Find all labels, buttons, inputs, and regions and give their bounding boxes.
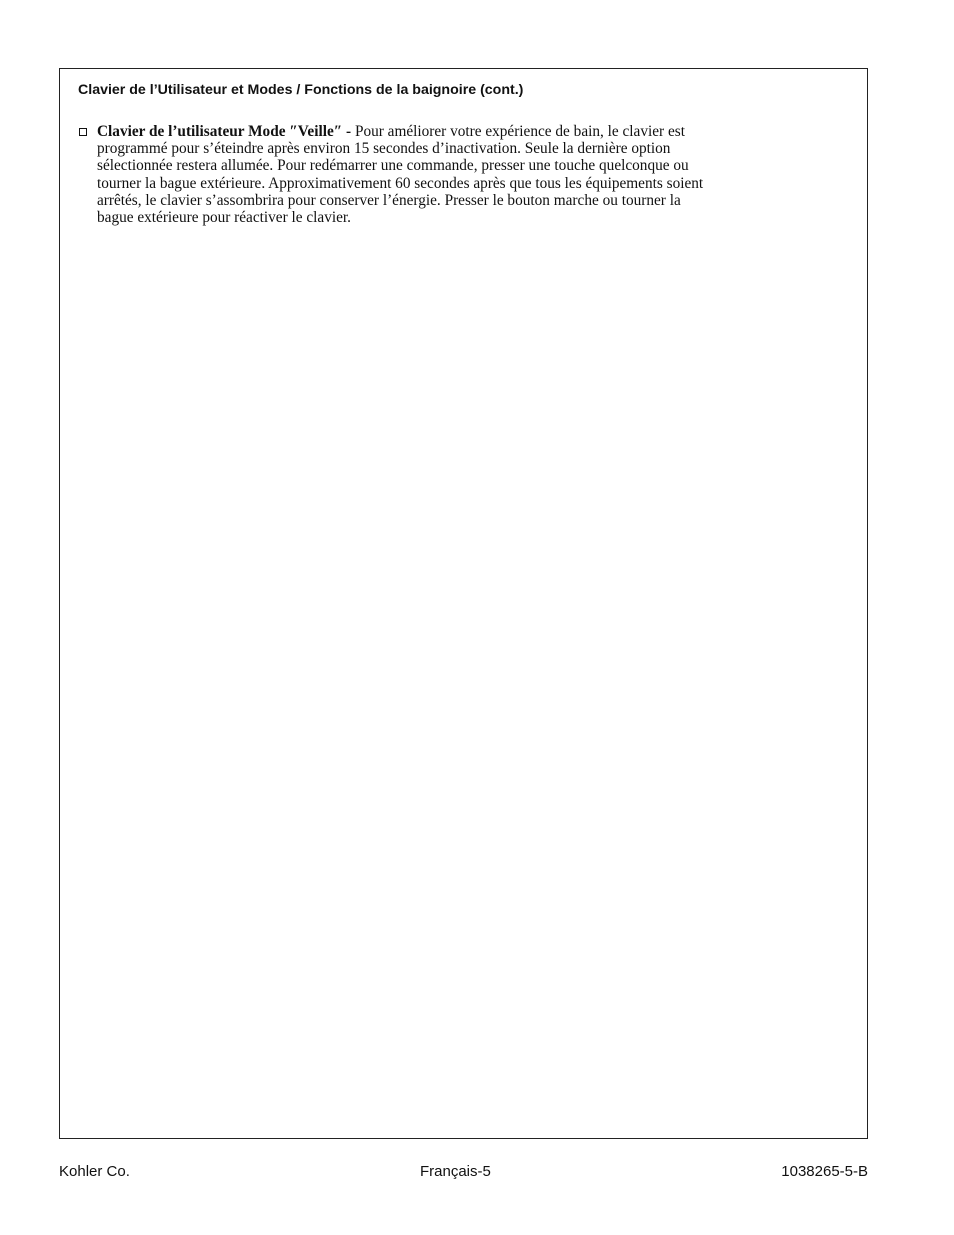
footer-company: Kohler Co. bbox=[59, 1163, 130, 1180]
bullet-line: Pour améliorer votre expérience de bain, le clavier est bbox=[354, 123, 685, 140]
footer-doc-number: 1038265-5-B bbox=[781, 1163, 868, 1180]
bullet-line: programmé pour s’éteindre après environ 15 secondes d’inactivation. Seule la dernière option bbox=[97, 140, 671, 158]
footer-page-label: Français-5 bbox=[420, 1163, 491, 1180]
bullet-line: bague extérieure pour réactiver le clavier. bbox=[97, 209, 351, 227]
bullet-text bbox=[97, 123, 808, 226]
list-item bbox=[78, 123, 808, 226]
bullet-line: tourner la bague extérieure. Approximativement 60 secondes après que tous les équipements soient bbox=[97, 174, 704, 192]
content-frame bbox=[59, 68, 868, 1139]
section-heading: Clavier de l’Utilisateur et Modes / Fonctions de la baignoire (cont.) bbox=[78, 82, 524, 98]
square-bullet-icon bbox=[79, 128, 87, 136]
bullet-term: Clavier de l’utilisateur Mode ″Veille″ - bbox=[97, 123, 352, 140]
bullet-line: sélectionnée restera allumée. Pour redémarrer une commande, presser une touche quelconque ou bbox=[97, 157, 689, 175]
bullet-line: arrêtés, le clavier s’assombrira pour conserver l’énergie. Presser le bouton marche ou tourner la bbox=[97, 191, 681, 209]
